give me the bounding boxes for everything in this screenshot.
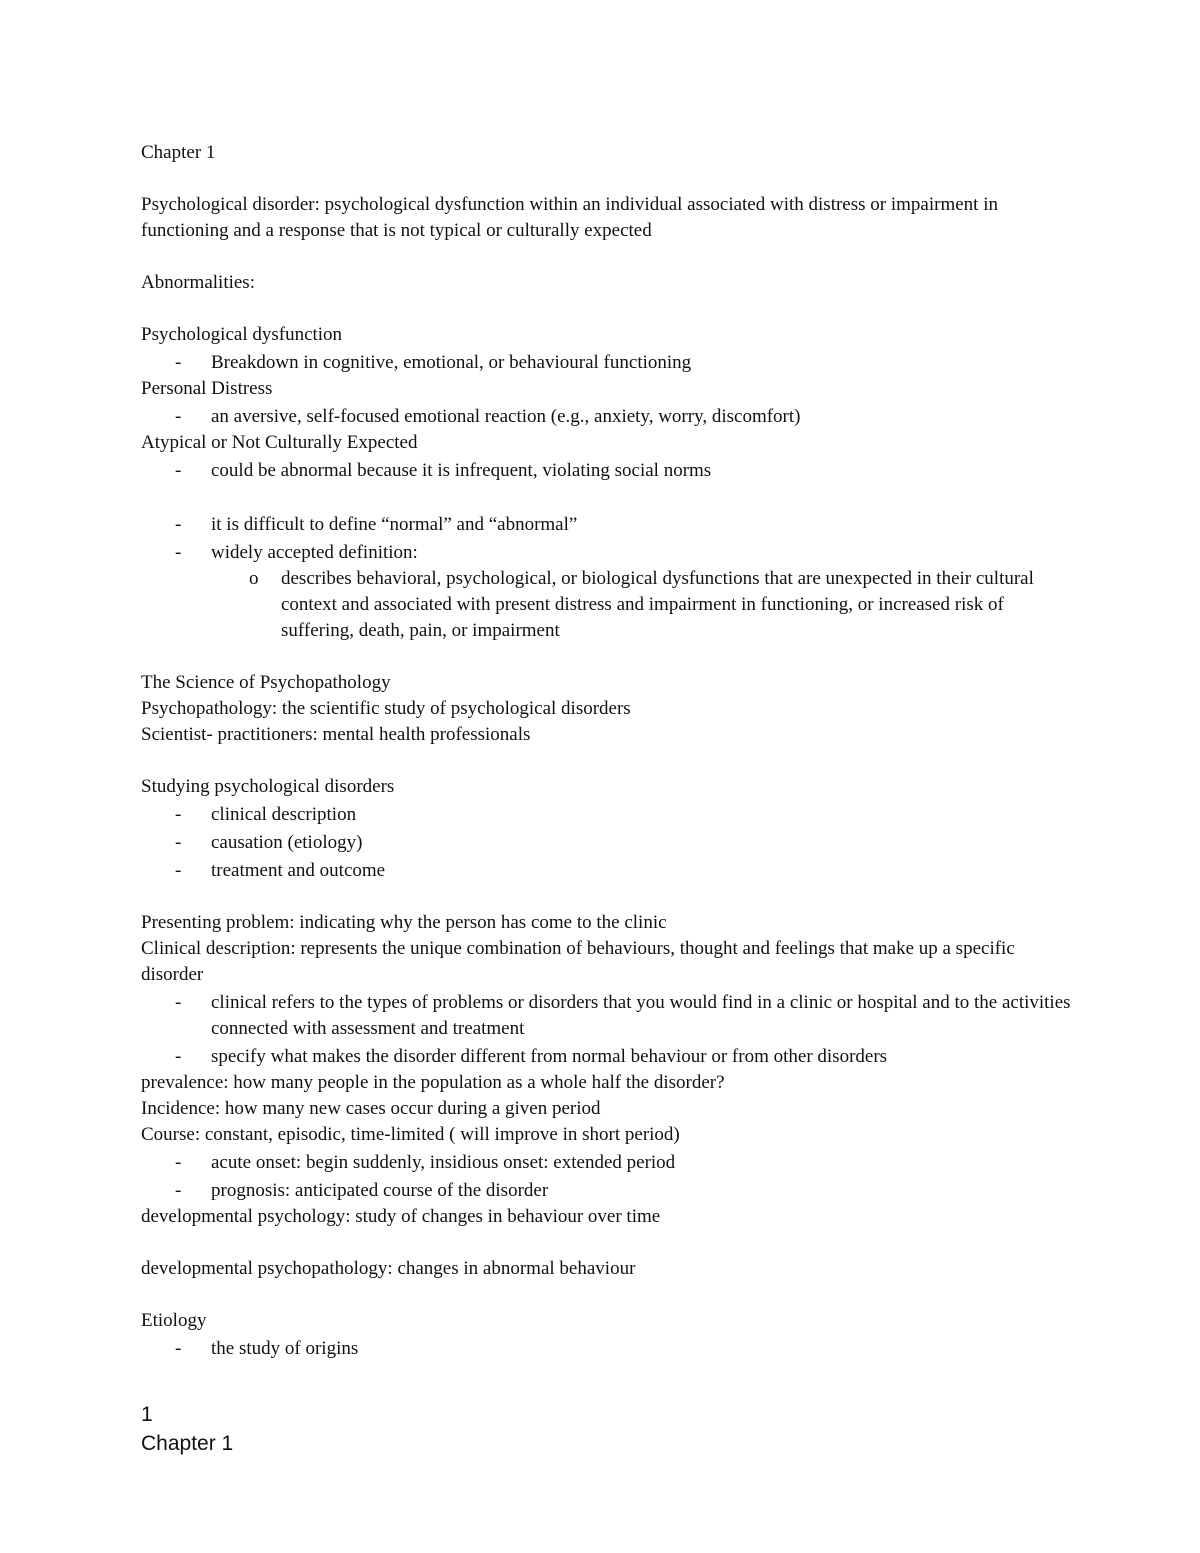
paragraph: Psychological dysfunction (141, 324, 343, 345)
paragraph: Presenting problem: indicating why the person has come to the clinic (141, 912, 667, 933)
bullet-item (141, 1150, 1071, 1176)
bullet-dash: - (175, 1180, 182, 1201)
bullet-text: could be abnormal because it is infrequent, violating social norms (211, 460, 712, 481)
bullet-text: clinical description (211, 804, 357, 825)
bullet-text: widely accepted definition: (211, 542, 418, 563)
paragraph: developmental psychopathology: changes in abnormal behaviour (141, 1258, 636, 1279)
bullet-dash: - (175, 1338, 182, 1359)
paragraph: Psychopathology: the scientific study of psychological disorders (141, 698, 631, 719)
bullet-dash: - (175, 992, 182, 1013)
bullet-text: clinical refers to the types of problems or disorders that you would find in a clinic or hospital and to the activities connected with assessment and treatment (211, 992, 1071, 1039)
paragraph: Scientist- practitioners: mental health professionals (141, 724, 531, 745)
paragraph: Chapter 1 (141, 142, 216, 163)
blank-line (141, 296, 1071, 322)
paragraph: Abnormalities: (141, 272, 255, 293)
paragraph: Personal Distress (141, 378, 273, 399)
paragraph: developmental psychology: study of changes in behaviour over time (141, 1206, 661, 1227)
bullet-text: acute onset: begin suddenly, insidious onset: extended period (211, 1152, 676, 1173)
bullet-dash: - (175, 514, 182, 535)
footer-chapter-label: Chapter 1 (141, 1432, 234, 1455)
bullet-dash: - (175, 860, 182, 881)
bullet-item (141, 990, 1071, 1042)
bullet-dash: - (175, 832, 182, 853)
bullet-item (141, 540, 1071, 566)
bullet-item (141, 1178, 1071, 1204)
paragraph: Atypical or Not Culturally Expected (141, 432, 418, 453)
bullet-text: an aversive, self-focused emotional reaction (e.g., anxiety, worry, discomfort) (211, 406, 801, 427)
bullet-item (141, 830, 1071, 856)
bullet-item (141, 1044, 1071, 1070)
paragraph: Course: constant, episodic, time-limited ( will improve in short period) (141, 1124, 680, 1145)
bullet-item (141, 350, 1071, 376)
paragraph: Studying psychological disorders (141, 776, 395, 797)
bullet-dash: - (175, 804, 182, 825)
bullet-text: causation (etiology) (211, 832, 363, 853)
blank-line (141, 644, 1071, 670)
sub-bullet-text: describes behavioral, psychological, or biological dysfunctions that are unexpected in their cultural context and associated with present distress and impairment in functioning, or increased risk of suffering, death, pain, or impairment (281, 568, 1034, 641)
bullet-dash: - (175, 542, 182, 563)
bullet-text: treatment and outcome (211, 860, 386, 881)
bullet-dash: - (175, 406, 182, 427)
blank-line (141, 748, 1071, 774)
paragraph: The Science of Psychopathology (141, 672, 391, 693)
paragraph: Etiology (141, 1310, 207, 1331)
blank-line (141, 166, 1071, 192)
blank-line (141, 244, 1071, 270)
page-footer (141, 1400, 233, 1458)
paragraph: Clinical description: represents the unique combination of behaviours, thought and feelings that make up a specific disorder (141, 938, 1015, 985)
bullet-dash: - (175, 460, 182, 481)
paragraph: Incidence: how many new cases occur during a given period (141, 1098, 601, 1119)
bullet-text: specify what makes the disorder different from normal behaviour or from other disorders (211, 1046, 888, 1067)
bullet-item (141, 802, 1071, 828)
bullet-text: the study of origins (211, 1338, 359, 1359)
blank-line (141, 1282, 1071, 1308)
bullet-dash: - (175, 352, 182, 373)
bullet-dash: - (175, 1152, 182, 1173)
document-body (141, 140, 1071, 1362)
page-number: 1 (141, 1403, 153, 1426)
bullet-text: prognosis: anticipated course of the disorder (211, 1180, 549, 1201)
bullet-dash: - (175, 1046, 182, 1067)
bullet-item (141, 858, 1071, 884)
blank-line (141, 1230, 1071, 1256)
blank-line (141, 484, 1071, 510)
blank-line (141, 884, 1071, 910)
paragraph: prevalence: how many people in the population as a whole half the disorder? (141, 1072, 725, 1093)
bullet-item (141, 458, 1071, 484)
bullet-text: it is difficult to define “normal” and “abnormal” (211, 514, 578, 535)
bullet-text: Breakdown in cognitive, emotional, or behavioural functioning (211, 352, 692, 373)
bullet-item (141, 404, 1071, 430)
bullet-item (141, 1336, 1071, 1362)
paragraph: Psychological disorder: psychological dysfunction within an individual associated with distress or impairment in functioning and a response that is not typical or culturally expected (141, 194, 998, 241)
sub-bullet-marker: o (249, 568, 259, 589)
sub-bullet-item (141, 566, 1071, 644)
bullet-item (141, 512, 1071, 538)
